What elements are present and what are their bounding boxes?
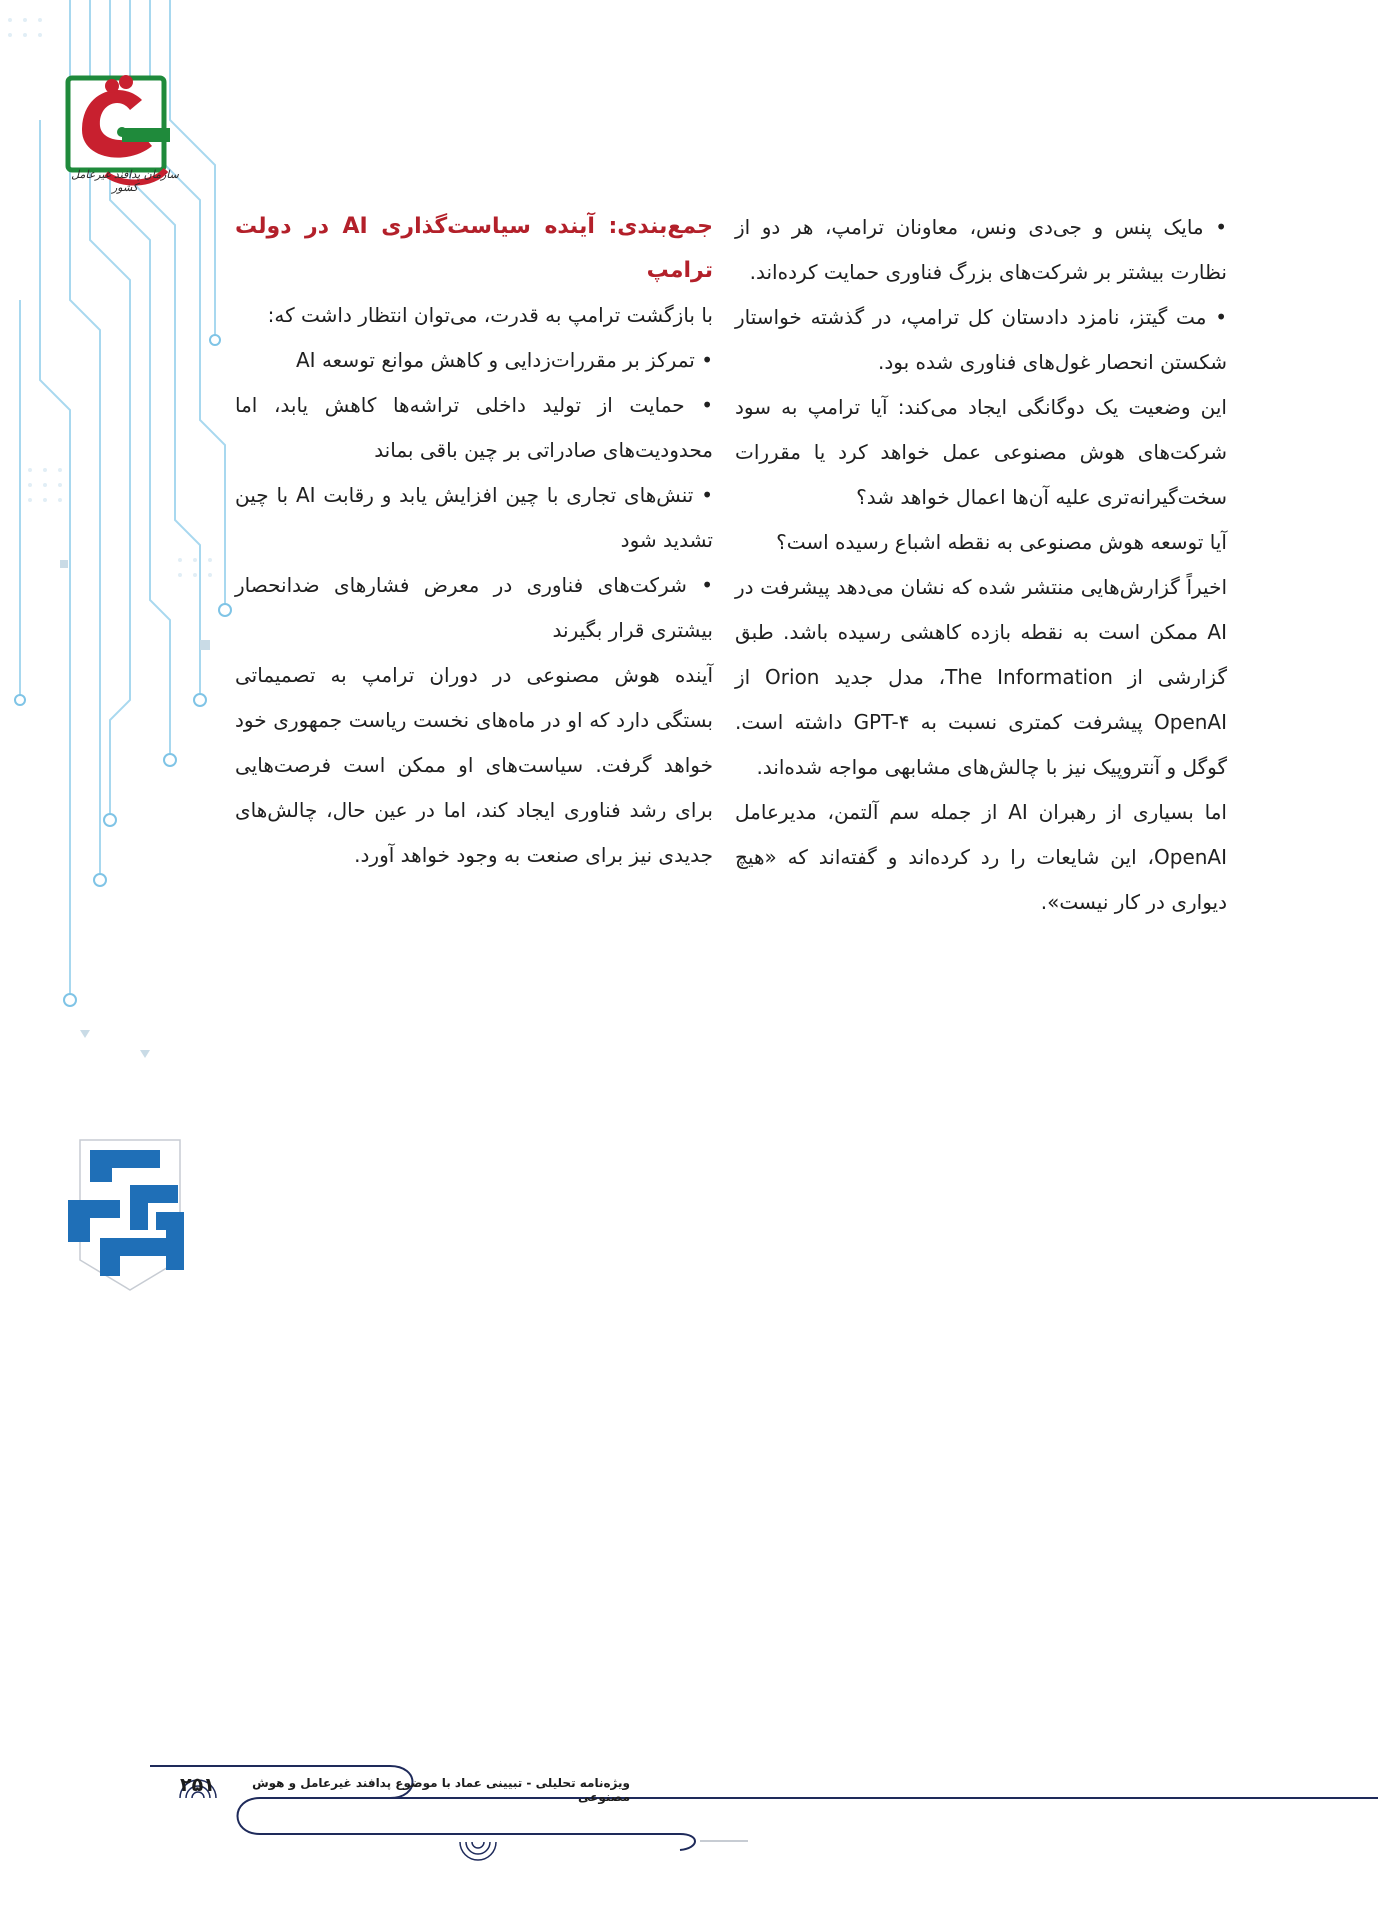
right-text-column <box>735 205 1227 925</box>
conclusion-bullet: • تمرکز بر مقررات‌زدایی و کاهش موانع توسعه AI <box>235 338 713 383</box>
body-paragraph: آیا توسعه هوش مصنوعی به نقطه اشباع رسیده است؟ <box>776 530 1227 554</box>
footer-caption: ویژه‌نامه تحلیلی - تبیینی عماد با موضوع پدافند غیرعامل و هوش مصنوعی <box>252 1776 630 1804</box>
bullet-paragraph: • مت گیتز، نامزد دادستان کل ترامپ، در گذشته خواستار شکستن انحصار غول‌های فناوری شده بود. <box>735 295 1227 385</box>
bullet-paragraph: • مایک پنس و جی‌دی ونس، معاونان ترامپ، هر دو از نظارت بیشتر بر شرکت‌های بزرگ فناوری حمایت کرده‌اند. <box>735 205 1227 295</box>
intro-paragraph: با بازگشت ترامپ به قدرت، می‌توان انتظار داشت که: <box>267 303 713 327</box>
body-paragraph: اخیراً گزارش‌هایی منتشر شده که نشان می‌دهد پیشرفت در AI ممکن است به نقطه بازده کاهشی رسیده باشد. طبق گزارشی از The Information، مدل جدید Orion از OpenAI پیشرفت کمتری نسبت به GPT-۴ داشته است. گوگل و آنتروپیک نیز با چالش‌های مشابهی مواجه شده‌اند. <box>735 575 1227 779</box>
emad-logo <box>60 1130 200 1300</box>
page-number: ۲۵۱ <box>180 1774 215 1796</box>
left-text-column <box>235 205 713 878</box>
section-heading: جمع‌بندی: آینده سیاست‌گذاری AI در دولت ترامپ <box>235 214 713 283</box>
organization-caption: سازمان پدافند غیرعامل کشور <box>71 168 179 194</box>
conclusion-bullet: • شرکت‌های فناوری در معرض فشارهای ضدانحصار بیشتری قرار بگیرند <box>235 563 713 653</box>
body-paragraph: اما بسیاری از رهبران AI از جمله سم آلتمن، مدیرعامل OpenAI، این شایعات را رد کرده‌اند و گفته‌اند که «هیچ دیواری در کار نیست». <box>735 800 1227 914</box>
body-paragraph: این وضعیت یک دوگانگی ایجاد می‌کند: آیا ترامپ به سود شرکت‌های هوش مصنوعی عمل خواهد کرد یا مقررات سخت‌گیرانه‌تری علیه آن‌ها اعمال خواهد شد؟ <box>735 395 1227 509</box>
conclusion-bullet: • حمایت از تولید داخلی تراشه‌ها کاهش یابد، اما محدودیت‌های صادراتی بر چین باقی بماند <box>235 383 713 473</box>
conclusion-paragraph: آینده هوش مصنوعی در دوران ترامپ به تصمیماتی بستگی دارد که او در ماه‌های نخست ریاست جمهوری خود خواهد گرفت. سیاست‌های او ممکن است فرصت‌هایی برای رشد فناوری ایجاد کند، اما در عین حال، چالش‌های جدیدی نیز برای صنعت به وجود خواهد آورد. <box>235 663 713 867</box>
conclusion-bullet: • تنش‌های تجاری با چین افزایش یابد و رقابت AI با چین تشدید شود <box>235 473 713 563</box>
